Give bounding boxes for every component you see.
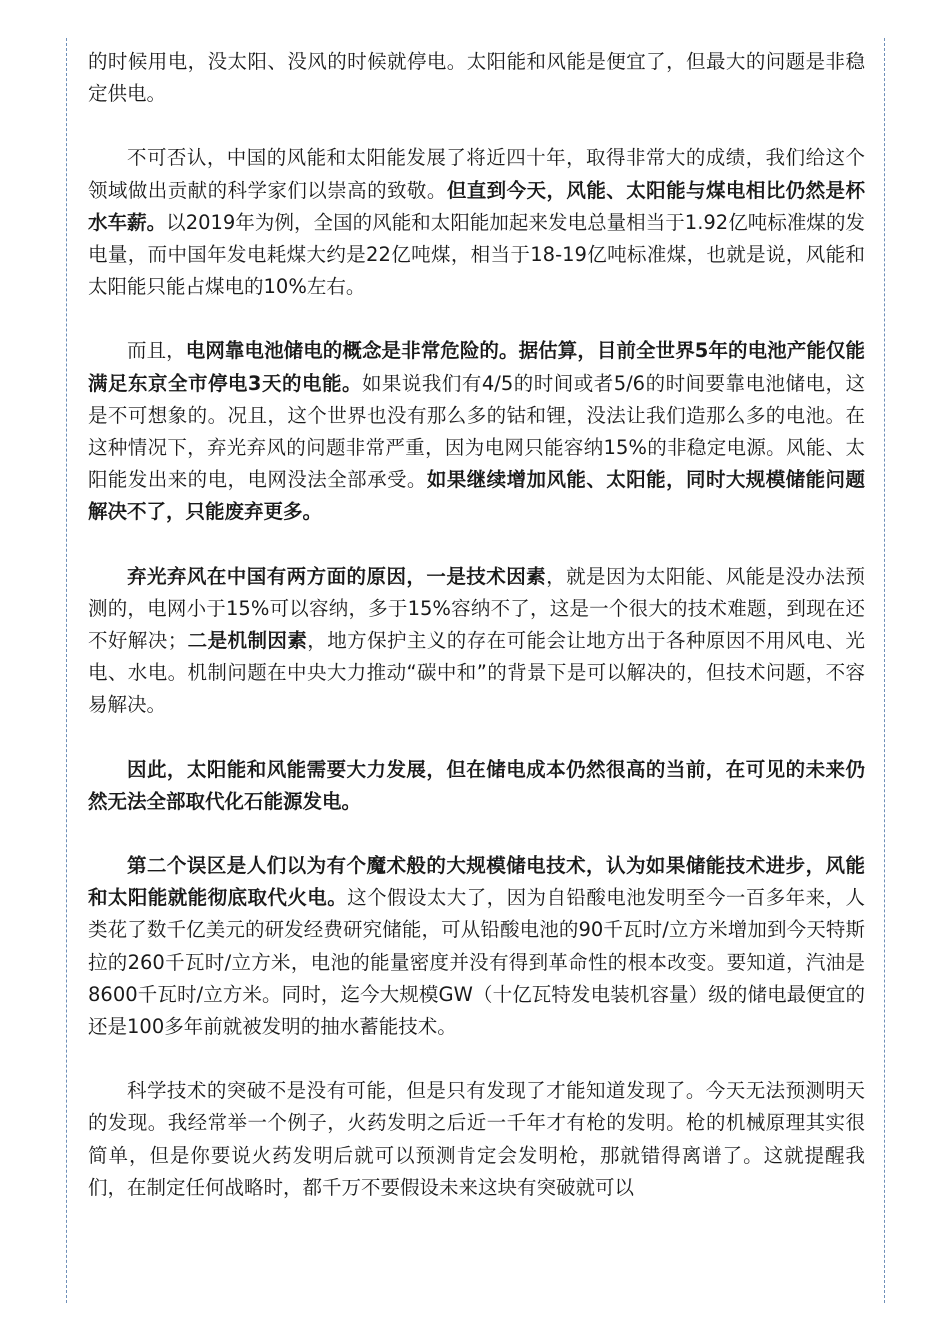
paragraph-4 (88, 561, 865, 722)
text-run: 不可否认，中国的风能和太阳能发展了将近四十年，取得非常大的成绩，我们给这个领域做出贡献的科学家们以崇高的致敬。 (88, 146, 865, 202)
paragraph-spacer (88, 1043, 865, 1075)
bold-text-run: 第二个误区是人们以为有个魔术般的大规模储电技术，认为如果储能技术进步，风能和太阳能就能彻底取代火电。 (88, 854, 865, 910)
text-run: 科学技术的突破不是没有可能，但是只有发现了才能知道发现了。今天无法预测明天的发现。我经常举一个例子，火药发明之后近一千年才有枪的发明。枪的机械原理其实很简单，但是你要说火药发明后就可以预测肯定会发明枪，那就错得离谱了。这就提醒我们，在制定任何战略时，都千万不要假设未来这块有突破就可以 (88, 1079, 865, 1199)
page-border-right (884, 38, 885, 1303)
paragraph-2 (88, 142, 865, 303)
paragraph-spacer (88, 529, 865, 561)
text-run: ，地方保护主义的存在可能会让地方出于各种原因不用风电、光电、水电。机制问题在中央大力推动“碳中和”的背景下是可以解决的，但技术问题，不容易解决。 (88, 629, 865, 717)
bold-text-run: 弃光弃风在中国有两方面的原因，一是技术因素 (127, 564, 547, 588)
paragraph-3 (88, 335, 865, 528)
text-run: 而且， (127, 339, 186, 363)
paragraph-spacer (88, 722, 865, 754)
text-run: 的时候用电，没太阳、没风的时候就停电。太阳能和风能是便宜了，但最大的问题是非稳定供电。 (88, 50, 865, 106)
bold-text-run: 但直到今天，风能、太阳能与煤电相比仍然是杯水车薪。 (88, 178, 865, 234)
bold-text-run: 因此，太阳能和风能需要大力发展，但在储电成本仍然很高的当前，在可见的未来仍然无法全部取代化石能源发电。 (88, 757, 865, 813)
text-run: ，就是因为太阳能、风能是没办法预测的，电网小于15%可以容纳，多于15%容纳不了，这是一个很大的技术难题，到现在还不好解决； (88, 564, 865, 653)
paragraph-5 (88, 754, 865, 818)
paragraph-spacer (88, 110, 865, 142)
article-body (88, 46, 865, 1204)
paragraph-6 (88, 850, 865, 1043)
text-run: 这个假设太大了，因为自铅酸电池发明至今一百多年来，人类花了数千亿美元的研发经费研究储能，可从铅酸电池的90千瓦时/立方米增加到今天特斯拉的260千瓦时/立方米，电池的能量密度并没有得到革命性的根本改变。要知道，汽油是8600千瓦时/立方米。同时，迄今大规模GW（十亿瓦特发电装机容量）级的储电最便宜的还是100多年前就被发明的抽水蓄能技术。 (88, 886, 865, 1039)
text-run: 如果说我们有4/5的时间或者5/6的时间要靠电池储电，这是不可想象的。况且，这个世界也没有那么多的钴和锂，没法让我们造那么多的电池。在这种情况下，弃光弃风的问题非常严重，因为电网只能容纳15%的非稳定电源。风能、太阳能发出来的电，电网没法全部承受。 (88, 371, 865, 492)
text-run: 以2019年为例，全国的风能和太阳能加起来发电总量相当于1.92亿吨标准煤的发电量，而中国年发电耗煤大约是22亿吨煤，相当于18-19亿吨标准煤，也就是说，风能和太阳能只能占煤电的10%左右。 (88, 210, 865, 299)
bold-text-run: 如果继续增加风能、太阳能，同时大规模储能问题解决不了，只能废弃更多。 (88, 468, 865, 524)
paragraph-spacer (88, 818, 865, 850)
bold-text-run: 电网靠电池储电的概念是非常危险的。据估算，目前全世界5年的电池产能仅能满足东京全市停电3天的电能。 (88, 339, 865, 395)
paragraph-7 (88, 1075, 865, 1204)
paragraph-1 (88, 46, 865, 110)
paragraph-spacer (88, 303, 865, 335)
page-border-left (66, 38, 67, 1303)
bold-text-run: 二是机制因素 (187, 629, 308, 653)
